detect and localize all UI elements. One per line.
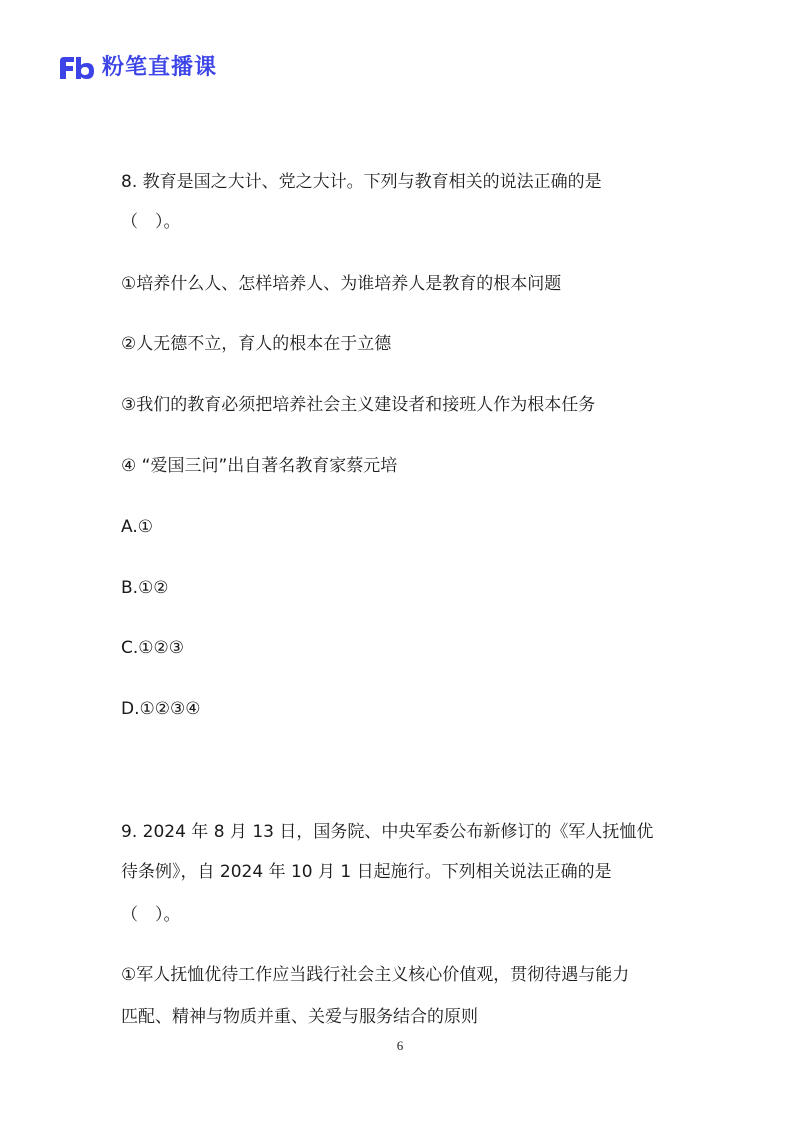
- question-8-statement-3: ③我们的教育必须把培养社会主义建设者和接班人作为根本任务: [121, 395, 596, 415]
- brand-logo: [58, 52, 217, 84]
- question-8-option-c: C.①②③: [121, 638, 184, 658]
- question-9-statement-1-line-1: ①军人抚恤优待工作应当践行社会主义核心价值观，贯彻待遇与能力: [121, 965, 630, 985]
- question-8-statement-4: ④ “爱国三问”出自著名教育家蔡元培: [121, 456, 398, 476]
- question-8-stem-line-1: 8. 教育是国之大计、党之大计。下列与教育相关的说法正确的是: [121, 172, 602, 192]
- question-9-stem-line-2: 待条例》，自 2024 年 10 月 1 日起施行。下列相关说法正确的是: [121, 862, 612, 882]
- question-8-statement-1: ①培养什么人、怎样培养人、为谁培养人是教育的根本问题: [121, 274, 562, 294]
- question-8-option-a: A.①: [121, 517, 153, 537]
- question-9-stem-line-1: 9. 2024 年 8 月 13 日，国务院、中央军委公布新修订的《军人抚恤优: [121, 822, 654, 842]
- question-8-option-d: D.①②③④: [121, 699, 201, 719]
- question-8-statement-2: ②人无德不立，育人的根本在于立德: [121, 334, 392, 354]
- question-8-stem-line-2: （ ）。: [121, 212, 181, 232]
- question-9-stem-line-3: （ ）。: [121, 905, 181, 925]
- fenbi-fb-logo-icon: [58, 55, 96, 81]
- question-8-option-b: B.①②: [121, 578, 169, 598]
- brand-name: 粉笔直播课: [102, 55, 218, 80]
- question-9-statement-1-line-2: 匹配、精神与物质并重、关爱与服务结合的原则: [121, 1007, 478, 1027]
- page-number: 6: [396, 1038, 404, 1053]
